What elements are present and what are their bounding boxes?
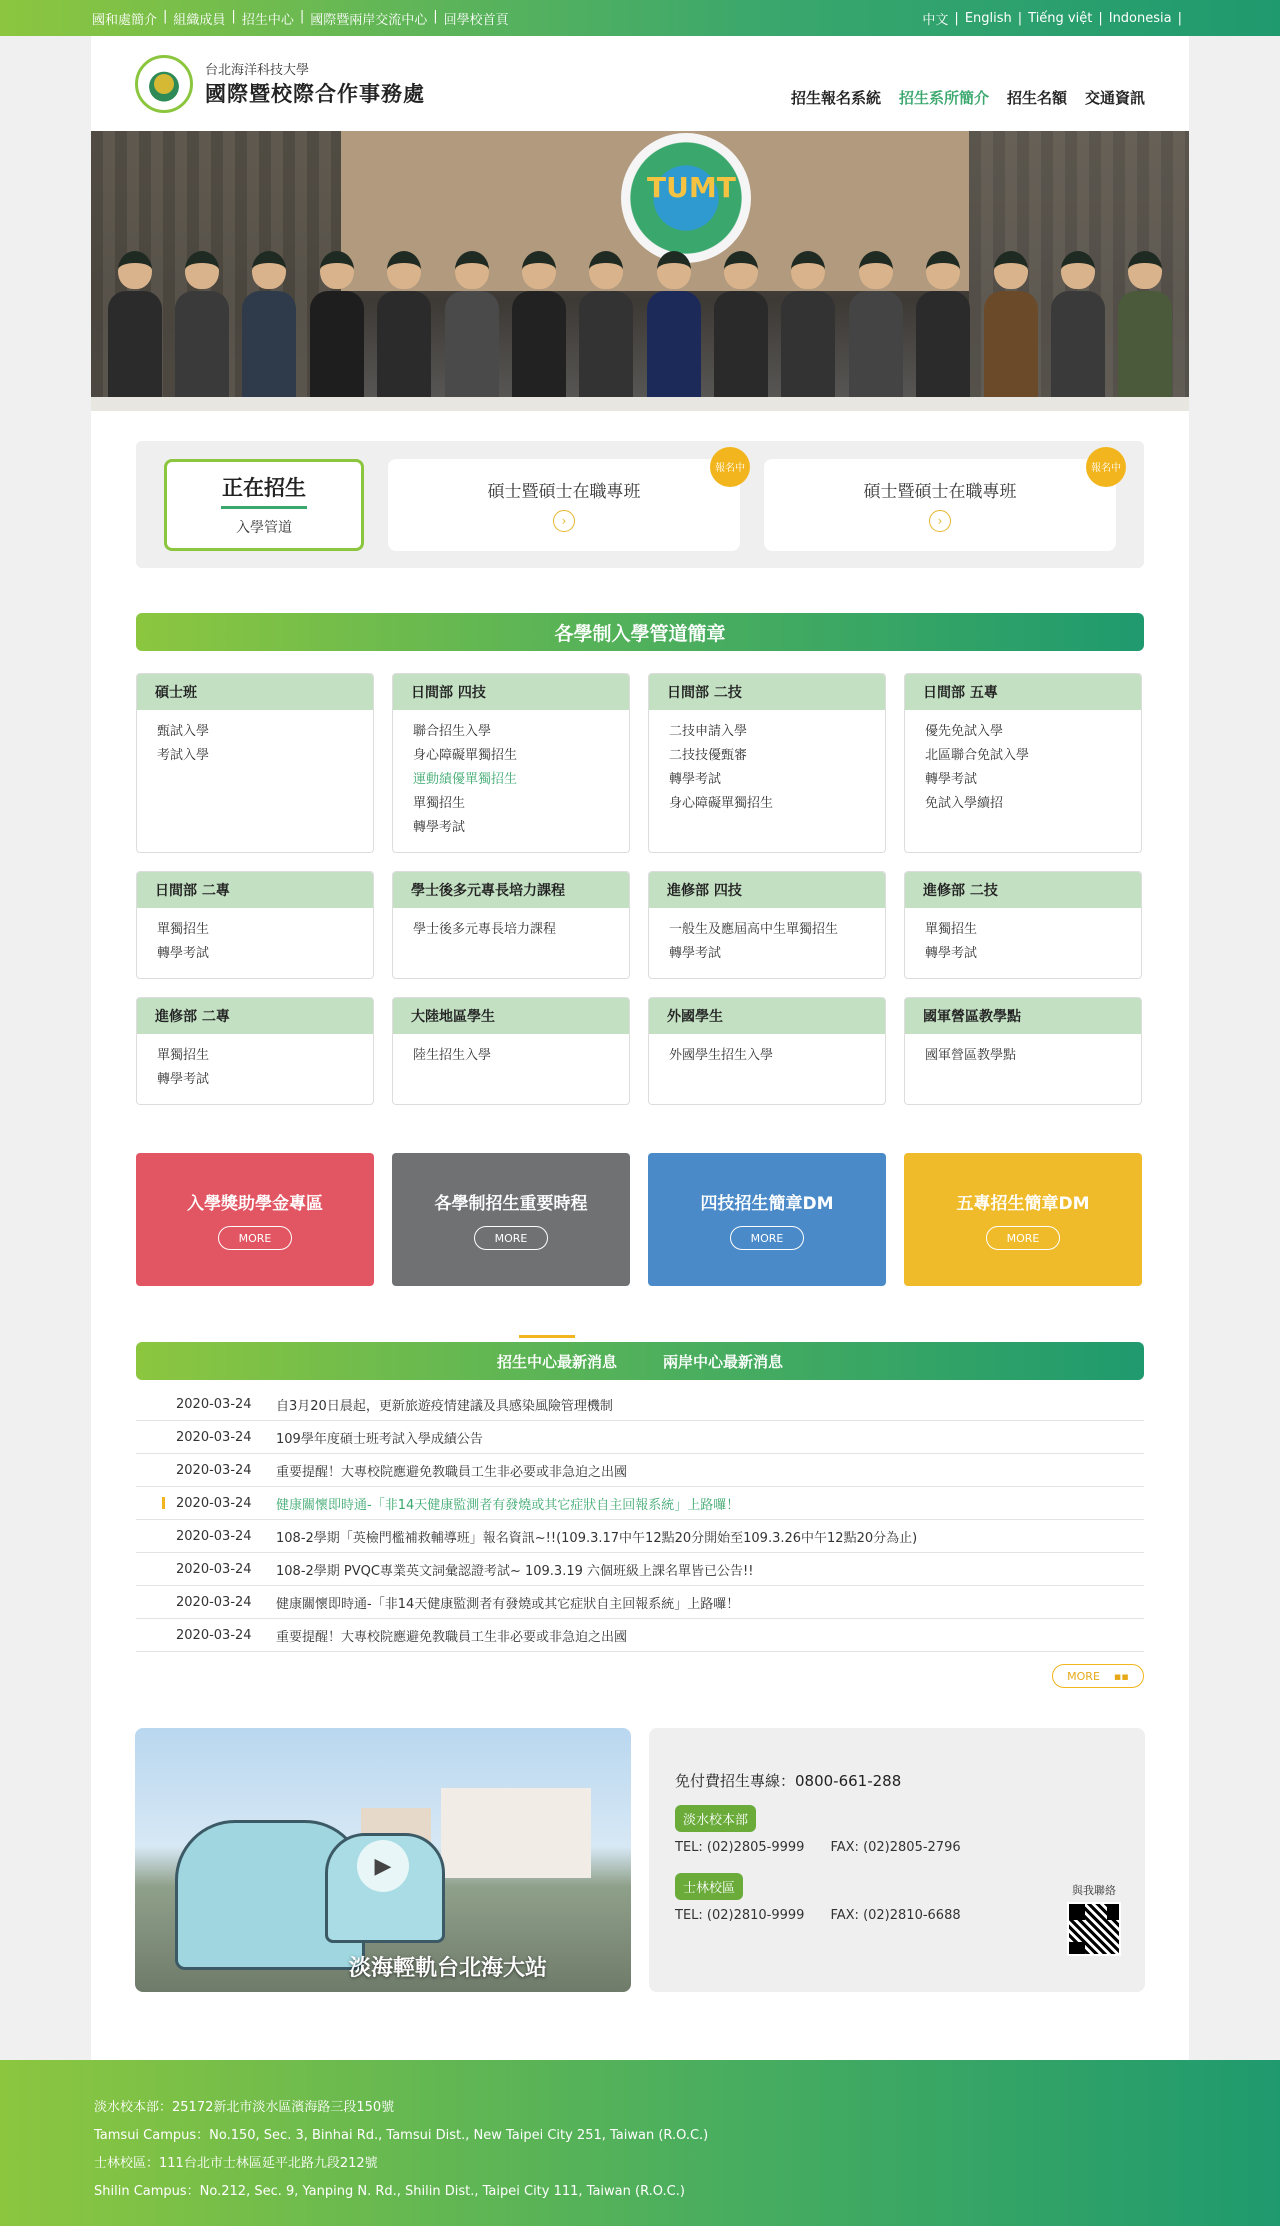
program-box	[648, 997, 886, 1105]
hero-person-body	[242, 291, 296, 411]
news-more-button[interactable]	[1052, 1664, 1144, 1688]
news-title[interactable]: 重要提醒！大專校院應避免教職員工生非必要或非急迫之出國	[276, 1464, 628, 1480]
hero-person-body	[1118, 291, 1172, 411]
hero-person-body	[512, 291, 566, 411]
hero-person-head	[994, 251, 1028, 289]
recruit-card-label: 碩士暨碩士在職專班	[863, 482, 1017, 502]
nav-registration-system[interactable]: 招生報名系統	[790, 89, 881, 107]
bottom-row	[135, 1728, 1145, 2060]
program-link[interactable]: 轉學考試	[669, 946, 722, 961]
news-date: 2020-03-24	[176, 1462, 252, 1478]
contact-panel	[649, 1728, 1145, 1992]
program-links	[905, 908, 1141, 978]
chevron-right-icon[interactable]: ›	[929, 510, 951, 532]
hero-person-head	[589, 251, 623, 289]
hero-person-body	[1051, 291, 1105, 411]
program-links	[905, 710, 1141, 828]
program-links	[905, 1034, 1141, 1080]
top-link-exchange[interactable]: 國際暨兩岸交流中心	[310, 12, 428, 28]
program-box-title: 日間部 二技	[649, 674, 885, 710]
program-box	[392, 997, 630, 1105]
video-player[interactable]	[135, 1728, 631, 1992]
footer-address-line: Tamsui Campus：No.150, Sec. 3, Binhai Rd., Tamsui Dist., New Taipei City 251, Taiwan (R.O.C.)	[94, 2128, 709, 2143]
tel-text: TEL: (02)2810-9999	[675, 1908, 805, 1923]
program-link[interactable]: 免試入學續招	[925, 796, 1004, 811]
hero-person-body	[175, 291, 229, 411]
top-links: 國和處簡介 | 組織成員 | 招生中心 | 國際暨兩岸交流中心 | 回學校首頁	[92, 8, 509, 28]
recruit-card[interactable]	[764, 459, 1121, 551]
program-link[interactable]: 二技申請入學	[669, 724, 748, 739]
site-header	[91, 36, 1189, 131]
campus-pill-tamsui: 淡水校本部	[675, 1805, 756, 1832]
nav-department-intro[interactable]: 招生系所簡介	[898, 89, 989, 107]
hero-person-head	[1128, 251, 1162, 289]
news-date: 2020-03-24	[176, 1429, 252, 1445]
program-box-title: 進修部 四技	[649, 872, 885, 908]
hero-person	[990, 251, 1032, 411]
footer-address-line: Shilin Campus：No.212, Sec. 9, Yanping N. Rd., Shilin Dist., Taipei City 111, Taiwan (R.O.C.)	[94, 2184, 685, 2199]
hero-person	[720, 251, 762, 411]
news-item[interactable]	[136, 1553, 1144, 1586]
recruiting-bar	[136, 441, 1144, 568]
top-link-about[interactable]: 國和處簡介	[92, 12, 158, 28]
program-link[interactable]: 轉學考試	[925, 946, 978, 961]
program-link[interactable]: 聯合招生入學	[413, 724, 492, 739]
program-link[interactable]: 北區聯合免試入學	[925, 748, 1030, 763]
news-item[interactable]	[136, 1487, 1144, 1520]
program-links	[649, 908, 885, 978]
hero-person-body	[310, 291, 364, 411]
feature-tiles	[136, 1153, 1144, 1286]
news-more-label: MORE	[1067, 1669, 1100, 1683]
grid-icon: ▪▪	[1113, 1669, 1129, 1683]
program-link[interactable]: 轉學考試	[157, 1072, 210, 1087]
lang-en[interactable]: English	[964, 10, 1012, 26]
hero-person	[518, 251, 560, 411]
more-button[interactable]: MORE	[986, 1226, 1060, 1250]
hero-person-body	[377, 291, 431, 411]
brand-subtitle: 台北海洋科技大學	[205, 63, 310, 78]
feature-tile-title: 五專招生簡章DM	[956, 1194, 1090, 1214]
program-link[interactable]: 轉學考試	[925, 772, 978, 787]
hero-person	[383, 251, 425, 411]
hero-person	[1057, 251, 1099, 411]
hero-person-head	[118, 251, 152, 289]
hero-person	[114, 251, 156, 411]
fax-text: FAX: (02)2805-2796	[830, 1840, 961, 1855]
program-link[interactable]: 身心障礙單獨招生	[669, 796, 774, 811]
hero-person-head	[455, 251, 489, 289]
qr-label: 與我聯絡	[1072, 1884, 1116, 1897]
program-grid	[136, 673, 1144, 1123]
program-link[interactable]: 轉學考試	[157, 946, 210, 961]
top-bar	[0, 0, 1280, 36]
program-box	[136, 871, 374, 979]
video-caption: 淡海輕軌台北海大站	[349, 1956, 548, 1981]
hero-person	[922, 251, 964, 411]
feature-tile[interactable]	[136, 1153, 374, 1286]
hero-person-body	[714, 291, 768, 411]
program-link[interactable]: 單獨招生	[157, 922, 210, 937]
feature-tile[interactable]	[904, 1153, 1142, 1286]
program-link[interactable]: 考試入學	[157, 748, 210, 763]
recruiting-now-title: 正在招生	[222, 476, 306, 500]
news-title[interactable]: 108-2學期「英檢門檻補救輔導班」報名資訊~!!(109.3.17中午12點20分開始至109.3.26中午12點20分為止)	[276, 1530, 918, 1546]
hero-person-head	[791, 251, 825, 289]
hero-person-body	[781, 291, 835, 411]
tab-cross-strait-news[interactable]: 兩岸中心最新消息	[663, 1352, 784, 1371]
program-links	[649, 1034, 885, 1080]
news-date: 2020-03-24	[176, 1594, 252, 1610]
main-nav	[791, 87, 1145, 108]
nav-quota[interactable]: 招生名額	[1006, 89, 1067, 107]
program-box	[904, 673, 1142, 853]
news-title[interactable]: 健康關懷即時通-「非14天健康監測者有發燒或其它症狀自主回報系統」上路囉！	[276, 1596, 740, 1612]
top-link-school-home[interactable]: 回學校首頁	[443, 12, 509, 28]
hero-person-head	[320, 251, 354, 289]
program-box-title: 碩士班	[137, 674, 373, 710]
program-link[interactable]: 身心障礙單獨招生	[413, 748, 518, 763]
program-box	[392, 871, 630, 979]
news-item[interactable]	[136, 1619, 1144, 1652]
feature-tile[interactable]	[648, 1153, 886, 1286]
campus-phone-tamsui	[675, 1840, 1119, 1855]
hero-person-body	[849, 291, 903, 411]
feature-tile-title: 入學獎助學金專區	[187, 1194, 323, 1214]
program-box-title: 國軍營區教學點	[905, 998, 1141, 1034]
news-date: 2020-03-24	[176, 1396, 252, 1412]
hero-person-body	[579, 291, 633, 411]
news-item[interactable]	[136, 1454, 1144, 1487]
program-box-title: 進修部 二專	[137, 998, 373, 1034]
qr-code-icon	[1067, 1902, 1121, 1956]
footer-address-line: 淡水校本部：25172新北市淡水區濱海路三段150號	[94, 2100, 395, 2115]
news-date: 2020-03-24	[176, 1561, 252, 1577]
program-box-title: 日間部 五專	[905, 674, 1141, 710]
hero-person-head	[252, 251, 286, 289]
program-link[interactable]: 學士後多元專長培力課程	[413, 922, 557, 937]
news-item[interactable]	[136, 1388, 1144, 1421]
program-box	[648, 673, 886, 853]
program-box	[136, 997, 374, 1105]
footer-address-line: 士林校區：111台北市士林區延平北路九段212號	[94, 2156, 378, 2171]
hero-person-body	[916, 291, 970, 411]
news-date: 2020-03-24	[176, 1495, 252, 1511]
registration-open-badge: 報名中	[1086, 447, 1126, 487]
news-tabs	[136, 1342, 1144, 1380]
hero-person	[1124, 251, 1166, 411]
site-footer	[0, 2060, 1280, 2226]
brand-title: 國際暨校際合作事務處	[205, 82, 425, 106]
hero-person-head	[387, 251, 421, 289]
program-box	[904, 871, 1142, 979]
contact-qr[interactable]	[1067, 1882, 1121, 1956]
play-icon[interactable]: ▶	[357, 1840, 409, 1892]
hero-person-head	[1061, 251, 1095, 289]
program-box-title: 大陸地區學生	[393, 998, 629, 1034]
campus-pill-shilin: 士林校區	[675, 1873, 743, 1900]
lang-vi[interactable]: Tiếng việt	[1028, 10, 1093, 26]
hero-person-body	[984, 291, 1038, 411]
chevron-right-icon[interactable]: ›	[553, 510, 575, 532]
hero-person-body	[647, 291, 701, 411]
program-links	[137, 908, 373, 978]
hero-person-body	[108, 291, 162, 411]
program-link[interactable]: 甄試入學	[157, 724, 210, 739]
lang-zh[interactable]: 中文	[922, 12, 949, 28]
program-links	[137, 1034, 373, 1104]
hero-people	[91, 241, 1189, 411]
news-title[interactable]: 108-2學期 PVQC專業英文詞彙認證考試~ 109.3.19 六個班級上課名單皆已公告!!	[276, 1563, 754, 1579]
program-link[interactable]: 轉學考試	[413, 820, 466, 835]
top-link-admissions[interactable]: 招生中心	[241, 12, 294, 28]
recruiting-now-subtitle: 入學管道	[236, 520, 292, 536]
hero-table	[91, 397, 1189, 411]
hero-banner-photo	[91, 131, 1189, 411]
hero-person-head	[185, 251, 219, 289]
brand[interactable]	[135, 55, 425, 113]
program-links	[393, 908, 629, 954]
program-box-title: 日間部 四技	[393, 674, 629, 710]
program-link[interactable]: 一般生及應屆高中生單獨招生	[669, 922, 839, 937]
program-links	[393, 710, 629, 852]
fax-text: FAX: (02)2810-6688	[830, 1908, 961, 1923]
campus-phone-shilin	[675, 1908, 1119, 1923]
more-button[interactable]: MORE	[218, 1226, 292, 1250]
hero-person-head	[724, 251, 758, 289]
news-list	[136, 1388, 1144, 1652]
programs-section-title: 各學制入學管道簡章	[136, 613, 1144, 651]
tab-admissions-news[interactable]: 招生中心最新消息	[496, 1352, 617, 1371]
video-building	[441, 1788, 591, 1878]
news-item[interactable]	[136, 1520, 1144, 1553]
news-item[interactable]	[136, 1421, 1144, 1454]
hero-person	[787, 251, 829, 411]
program-box	[136, 673, 374, 853]
more-button[interactable]: MORE	[730, 1226, 804, 1250]
hero-person-body	[445, 291, 499, 411]
program-links	[649, 710, 885, 828]
program-link[interactable]: 單獨招生	[157, 1048, 210, 1063]
main-container	[91, 36, 1189, 2060]
feature-tile-title: 各學制招生重要時程	[434, 1194, 588, 1214]
lang-id[interactable]: Indonesia	[1108, 10, 1172, 26]
program-box	[392, 673, 630, 853]
program-box-title: 日間部 二專	[137, 872, 373, 908]
tel-text: TEL: (02)2805-9999	[675, 1840, 805, 1855]
program-box-title: 進修部 二技	[905, 872, 1141, 908]
program-link[interactable]: 外國學生招生入學	[669, 1048, 774, 1063]
hero-person	[585, 251, 627, 411]
program-link[interactable]: 國軍營區教學點	[925, 1048, 1017, 1063]
program-link[interactable]: 運動績優單獨招生	[413, 772, 518, 787]
program-links	[137, 710, 373, 780]
hero-person-head	[926, 251, 960, 289]
hero-person	[653, 251, 695, 411]
program-link[interactable]: 單獨招生	[413, 796, 466, 811]
university-logo	[135, 55, 193, 113]
language-switcher: 中文 | English | Tiếng việt | Indonesia |	[922, 10, 1182, 28]
top-link-members[interactable]: 組織成員	[173, 12, 226, 28]
more-button[interactable]: MORE	[474, 1226, 548, 1250]
news-title[interactable]: 自3月20日晨起，更新旅遊疫情建議及具感染風險管理機制	[276, 1398, 613, 1414]
program-link[interactable]: 單獨招生	[925, 922, 978, 937]
hero-person	[316, 251, 358, 411]
hero-person-head	[859, 251, 893, 289]
news-item[interactable]	[136, 1586, 1144, 1619]
program-link[interactable]: 陸生招生入學	[413, 1048, 492, 1063]
hero-person	[855, 251, 897, 411]
hero-person	[248, 251, 290, 411]
hero-person	[451, 251, 493, 411]
program-link[interactable]: 優先免試入學	[925, 724, 1004, 739]
news-date: 2020-03-24	[176, 1528, 252, 1544]
program-box-title: 外國學生	[649, 998, 885, 1034]
program-box-title: 學士後多元專長培力課程	[393, 872, 629, 908]
news-title[interactable]: 109學年度碩士班考試入學成績公告	[276, 1431, 483, 1447]
hero-person	[181, 251, 223, 411]
program-box	[904, 997, 1142, 1105]
hero-person-head	[522, 251, 556, 289]
recruit-card-label: 碩士暨碩士在職專班	[487, 482, 641, 502]
news-date: 2020-03-24	[176, 1627, 252, 1643]
program-links	[393, 1034, 629, 1080]
hero-person-head	[657, 251, 691, 289]
feature-tile[interactable]	[392, 1153, 630, 1286]
recruit-card[interactable]	[388, 459, 745, 551]
registration-open-badge: 報名中	[710, 447, 750, 487]
nav-traffic-info[interactable]: 交通資訊	[1084, 89, 1145, 107]
recruiting-underline	[221, 506, 307, 509]
program-link[interactable]: 二技技優甄審	[669, 748, 748, 763]
program-link[interactable]: 轉學考試	[669, 772, 722, 787]
hero-emblem-text: TUMT	[647, 171, 736, 204]
news-title[interactable]: 健康關懷即時通-「非14天健康監測者有發燒或其它症狀自主回報系統」上路囉！	[276, 1497, 740, 1513]
feature-tile-title: 四技招生簡章DM	[700, 1194, 834, 1214]
recruiting-now-box[interactable]	[164, 459, 364, 551]
news-title[interactable]: 重要提醒！大專校院應避免教職員工生非必要或非急迫之出國	[276, 1629, 628, 1645]
program-box	[648, 871, 886, 979]
hotline-text: 免付費招生專線：0800-661-288	[675, 1772, 902, 1790]
